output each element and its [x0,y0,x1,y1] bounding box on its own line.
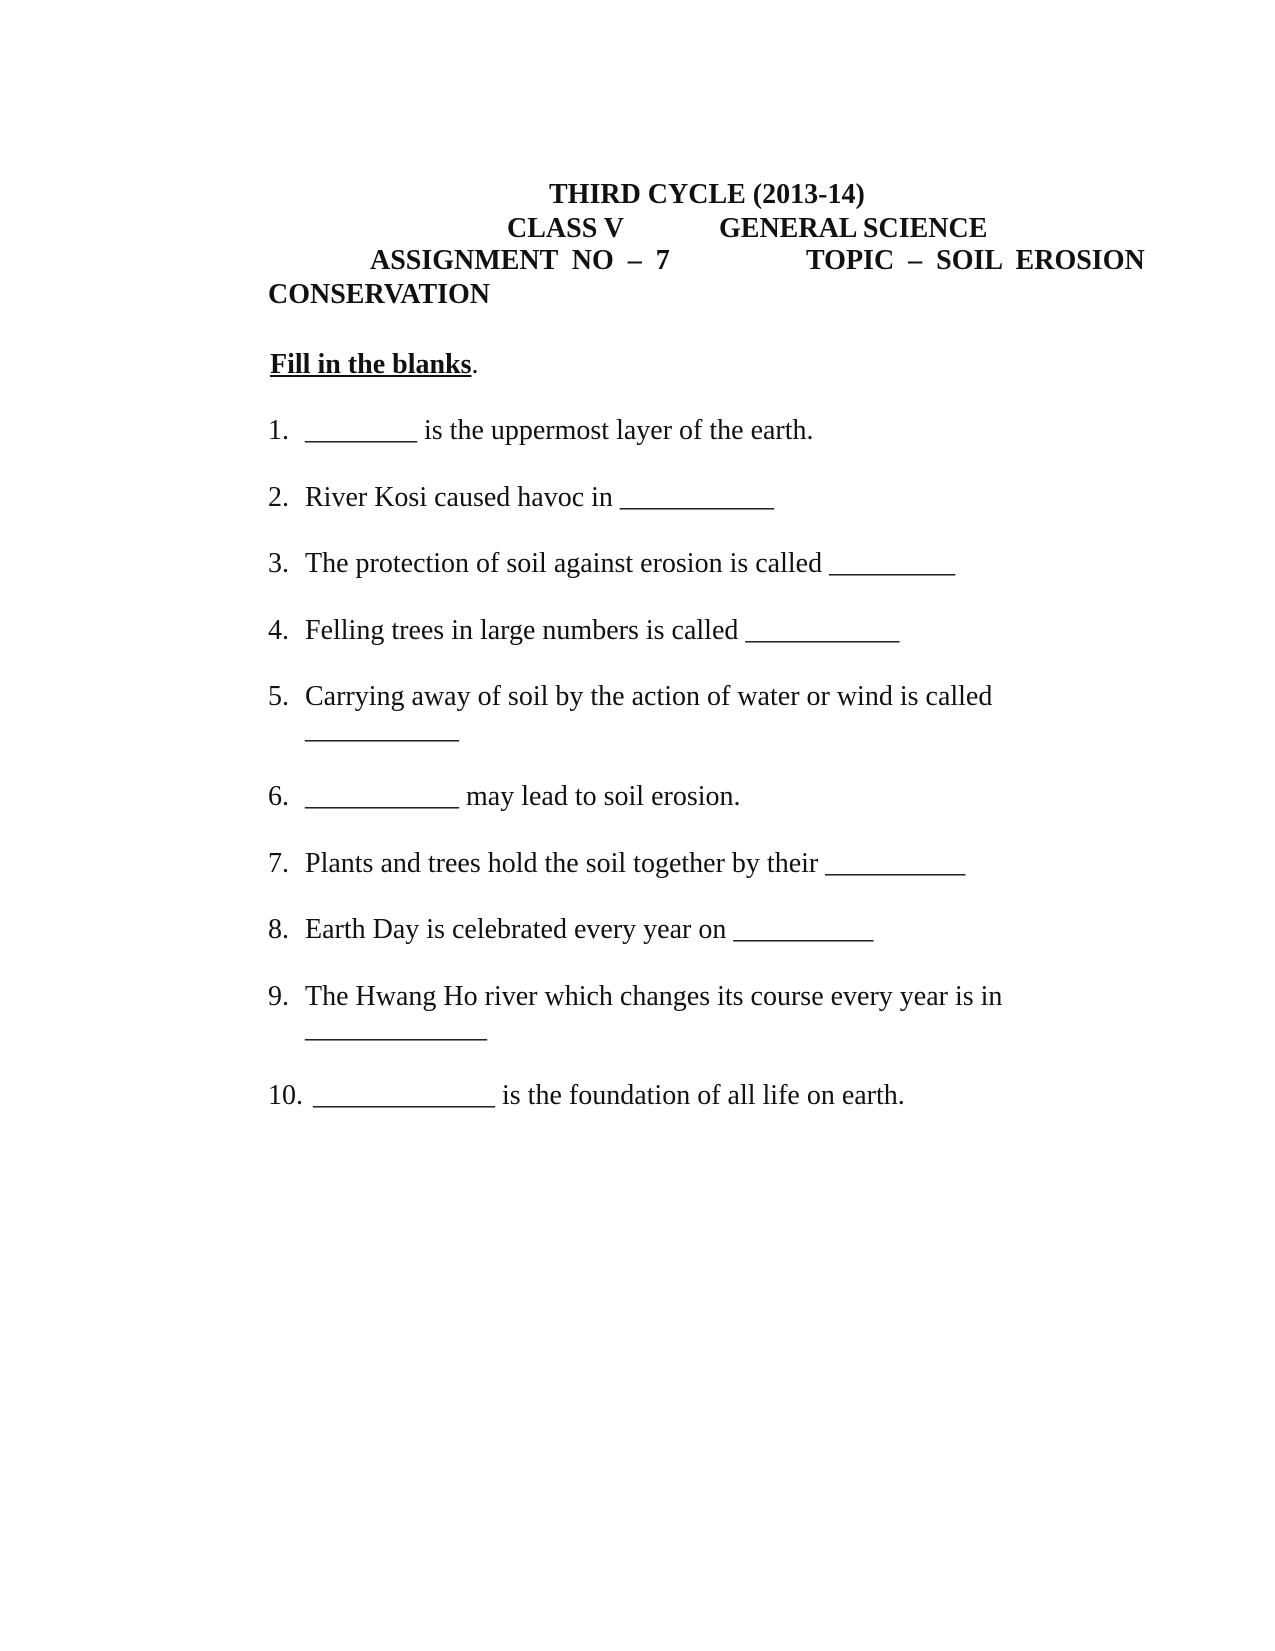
question-number: 7. [268,848,289,879]
question-number: 1. [268,415,289,446]
question-text: Felling trees in large numbers is called ___________ [305,615,900,646]
question-number: 8. [268,914,289,945]
question-number: 6. [268,781,289,812]
class-label: CLASS V [507,213,624,244]
question-text: The Hwang Ho river which changes its course every year is in [305,981,1003,1012]
question-number: 3. [268,548,289,579]
question-text: ________ is the uppermost layer of the earth. [305,415,814,446]
instruction-heading [270,351,479,379]
question-text: The protection of soil against erosion is called _________ [305,548,956,579]
answer-blank-continuation: _____________ [305,1013,487,1044]
question-number: 10. [268,1080,303,1111]
question-number: 9. [268,981,289,1012]
question-number: 5. [268,681,289,712]
assignment-number: ASSIGNMENT NO – 7 [370,245,670,276]
question-text: River Kosi caused havoc in ___________ [305,482,774,513]
answer-blank-continuation: ___________ [305,714,459,745]
question-number: 2. [268,482,289,513]
topic-label: TOPIC – SOIL EROSION [806,245,1145,276]
question-text: Plants and trees hold the soil together by their __________ [305,848,966,879]
instruction-text: Fill in the blanks [270,349,472,380]
question-text: ___________ may lead to soil erosion. [305,781,741,812]
question-text: _____________ is the foundation of all life on earth. [313,1080,905,1111]
subject-label: GENERAL SCIENCE [719,213,988,244]
instruction-punct: . [471,349,479,380]
question-number: 4. [268,615,289,646]
cycle-title: THIRD CYCLE (2013-14) [549,179,865,210]
question-text: Earth Day is celebrated every year on __________ [305,914,874,945]
question-text: Carrying away of soil by the action of water or wind is called [305,681,993,712]
topic-continuation: CONSERVATION [268,279,491,310]
